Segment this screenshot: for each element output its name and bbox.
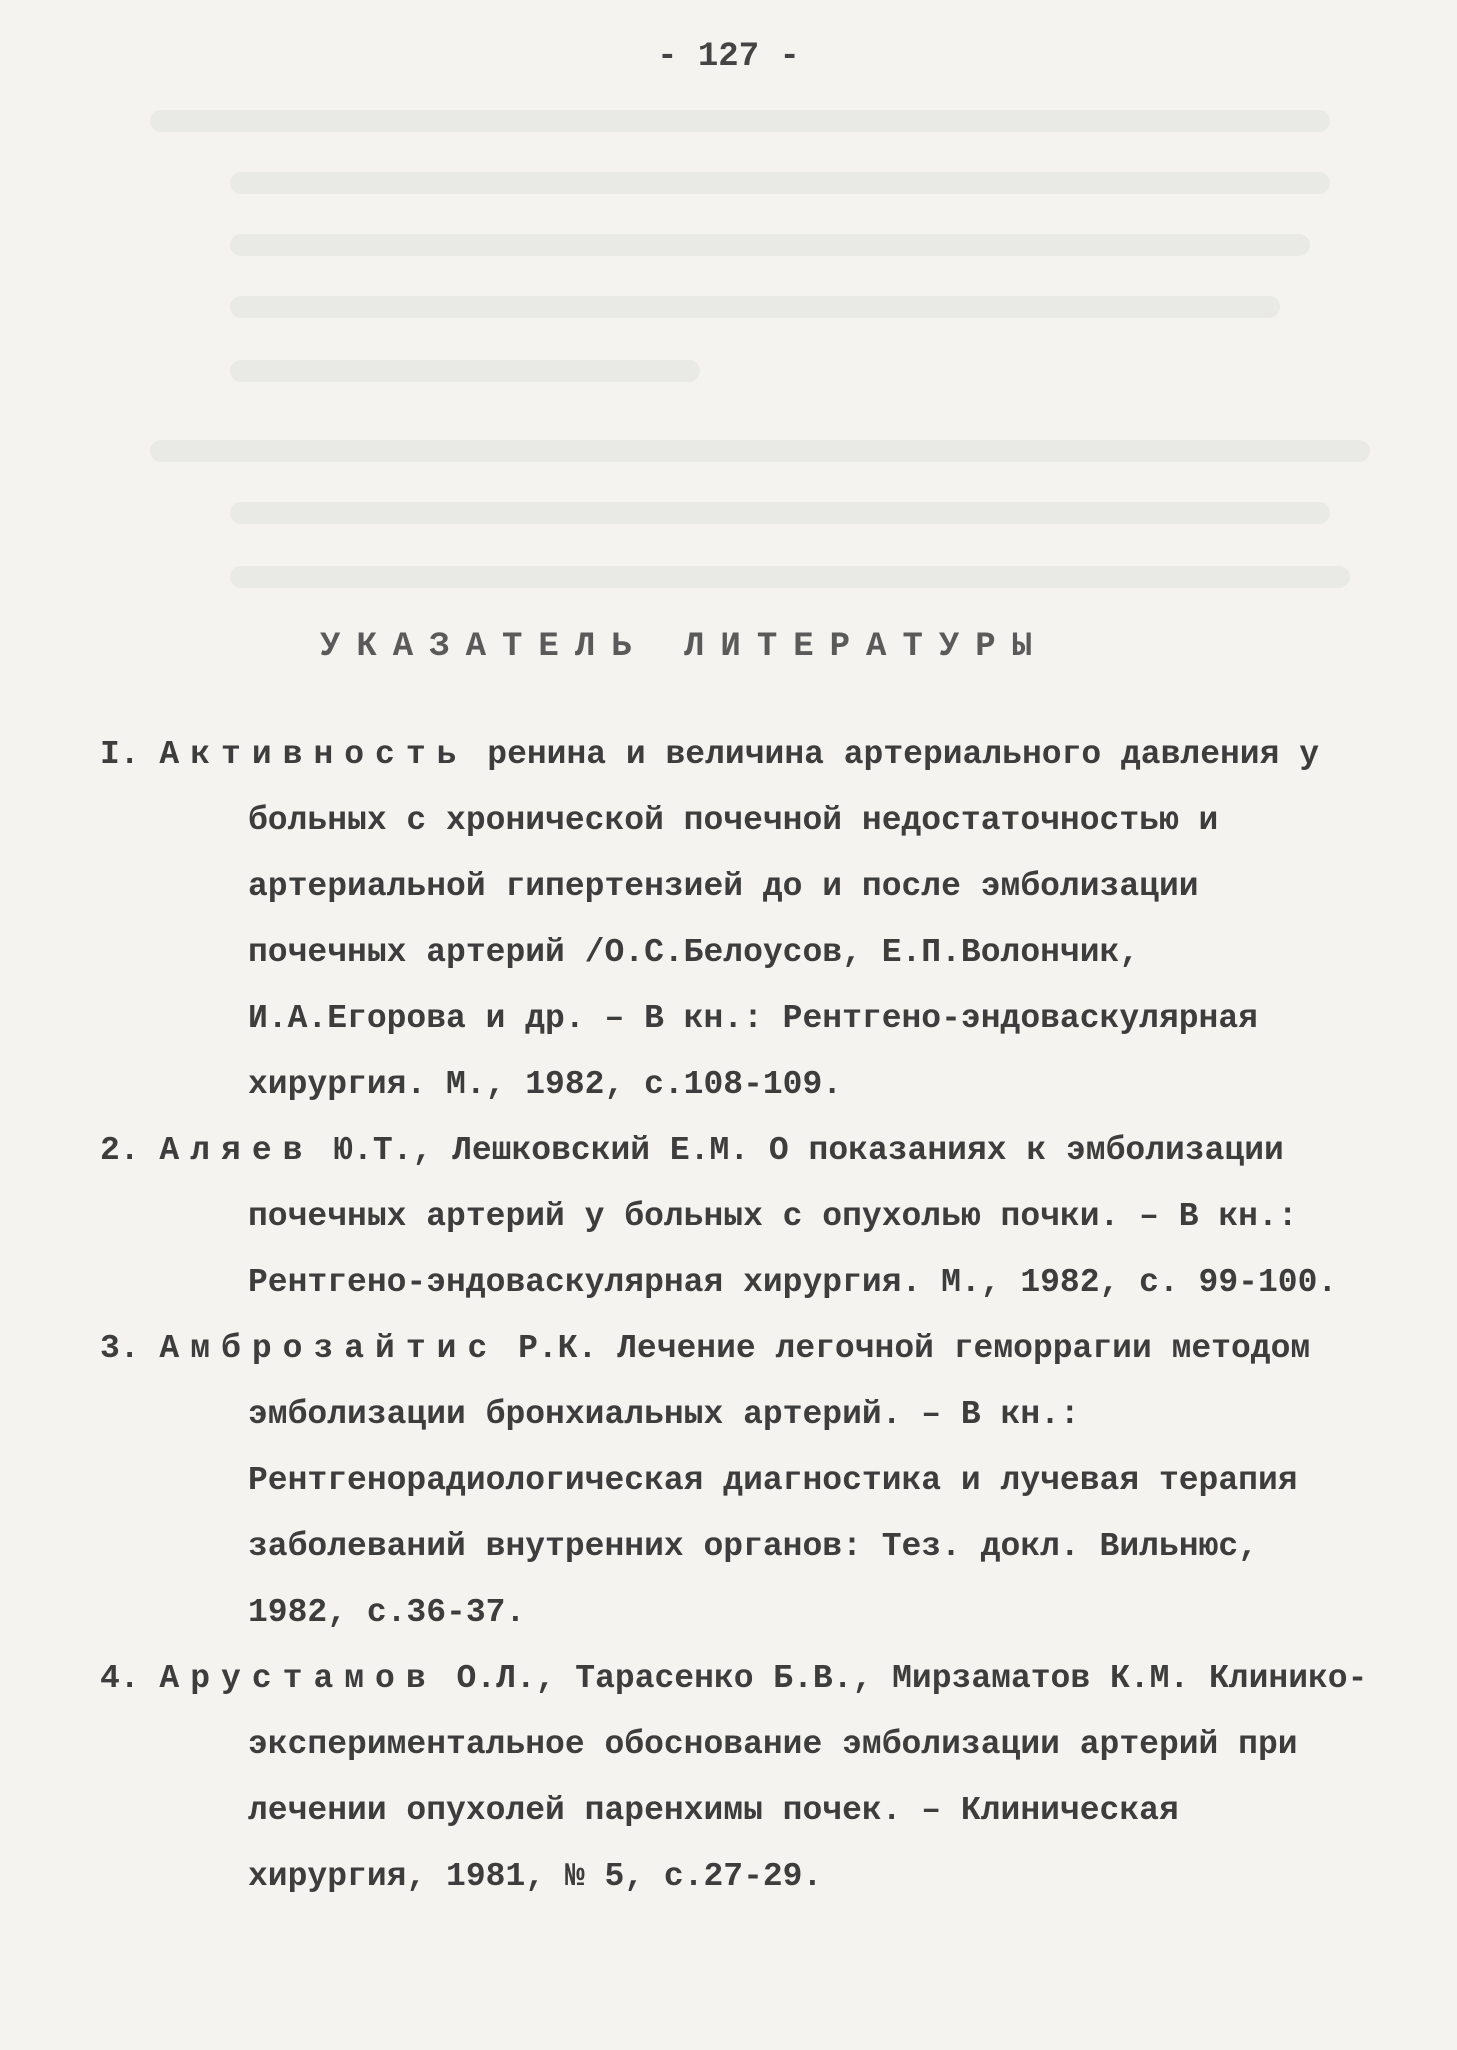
reference-text: Р.К. Лечение легочной геморрагии методом эмболизации бронхиальных артерий. – В кн.: Рентгенорадиологическая диагностика и лучевая терапия заболеваний внутренних органов: Тез. докл. Вильнюс, 1982, с.36-37. [248,1330,1311,1631]
section-heading: УКАЗАТЕЛЬ ЛИТЕРАТУРЫ [320,628,1049,666]
reference-text: Ю.Т., Лешковский Е.М. О показаниях к эмболизации почечных артерий у больных с опухолью почки. – В кн.: Рентгено-эндоваскулярная хирургия. М., 1982, с. 99-100. [248,1132,1338,1301]
reference-number: 3. [100,1330,140,1367]
reference-item [100,1646,1370,1910]
reference-lead: Амброзайтис [159,1330,499,1367]
reference-item [100,722,1370,1118]
reference-list [100,722,1370,1910]
reference-number: 2. [100,1132,140,1169]
reference-lead: Арустамов [159,1660,437,1697]
reference-lead: Аляев [159,1132,314,1169]
reference-item [100,1316,1370,1646]
reference-number: I. [100,736,140,773]
reference-lead: Активность [159,736,468,773]
reference-number: 4. [100,1660,140,1697]
page-number: - 127 - [657,38,800,76]
reference-item [100,1118,1370,1316]
reference-text: О.Л., Тарасенко Б.В., Мирзаматов К.М. Клинико-экспериментальное обоснование эмболизации артерий при лечении опухолей паренхимы почек. – Клиническая хирургия, 1981, № 5, с.27-29. [248,1660,1368,1895]
reference-text: ренина и величина артериального давления у больных с хронической почечной недостаточностью и артериальной гипертензией до и после эмболизации почечных артерий /О.С.Белоусов, Е.П.Волончик, И.А.Егорова и др. – В кн.: Рентгено-эндоваскулярная хирургия. М., 1982, с.108-109. [248,736,1320,1103]
